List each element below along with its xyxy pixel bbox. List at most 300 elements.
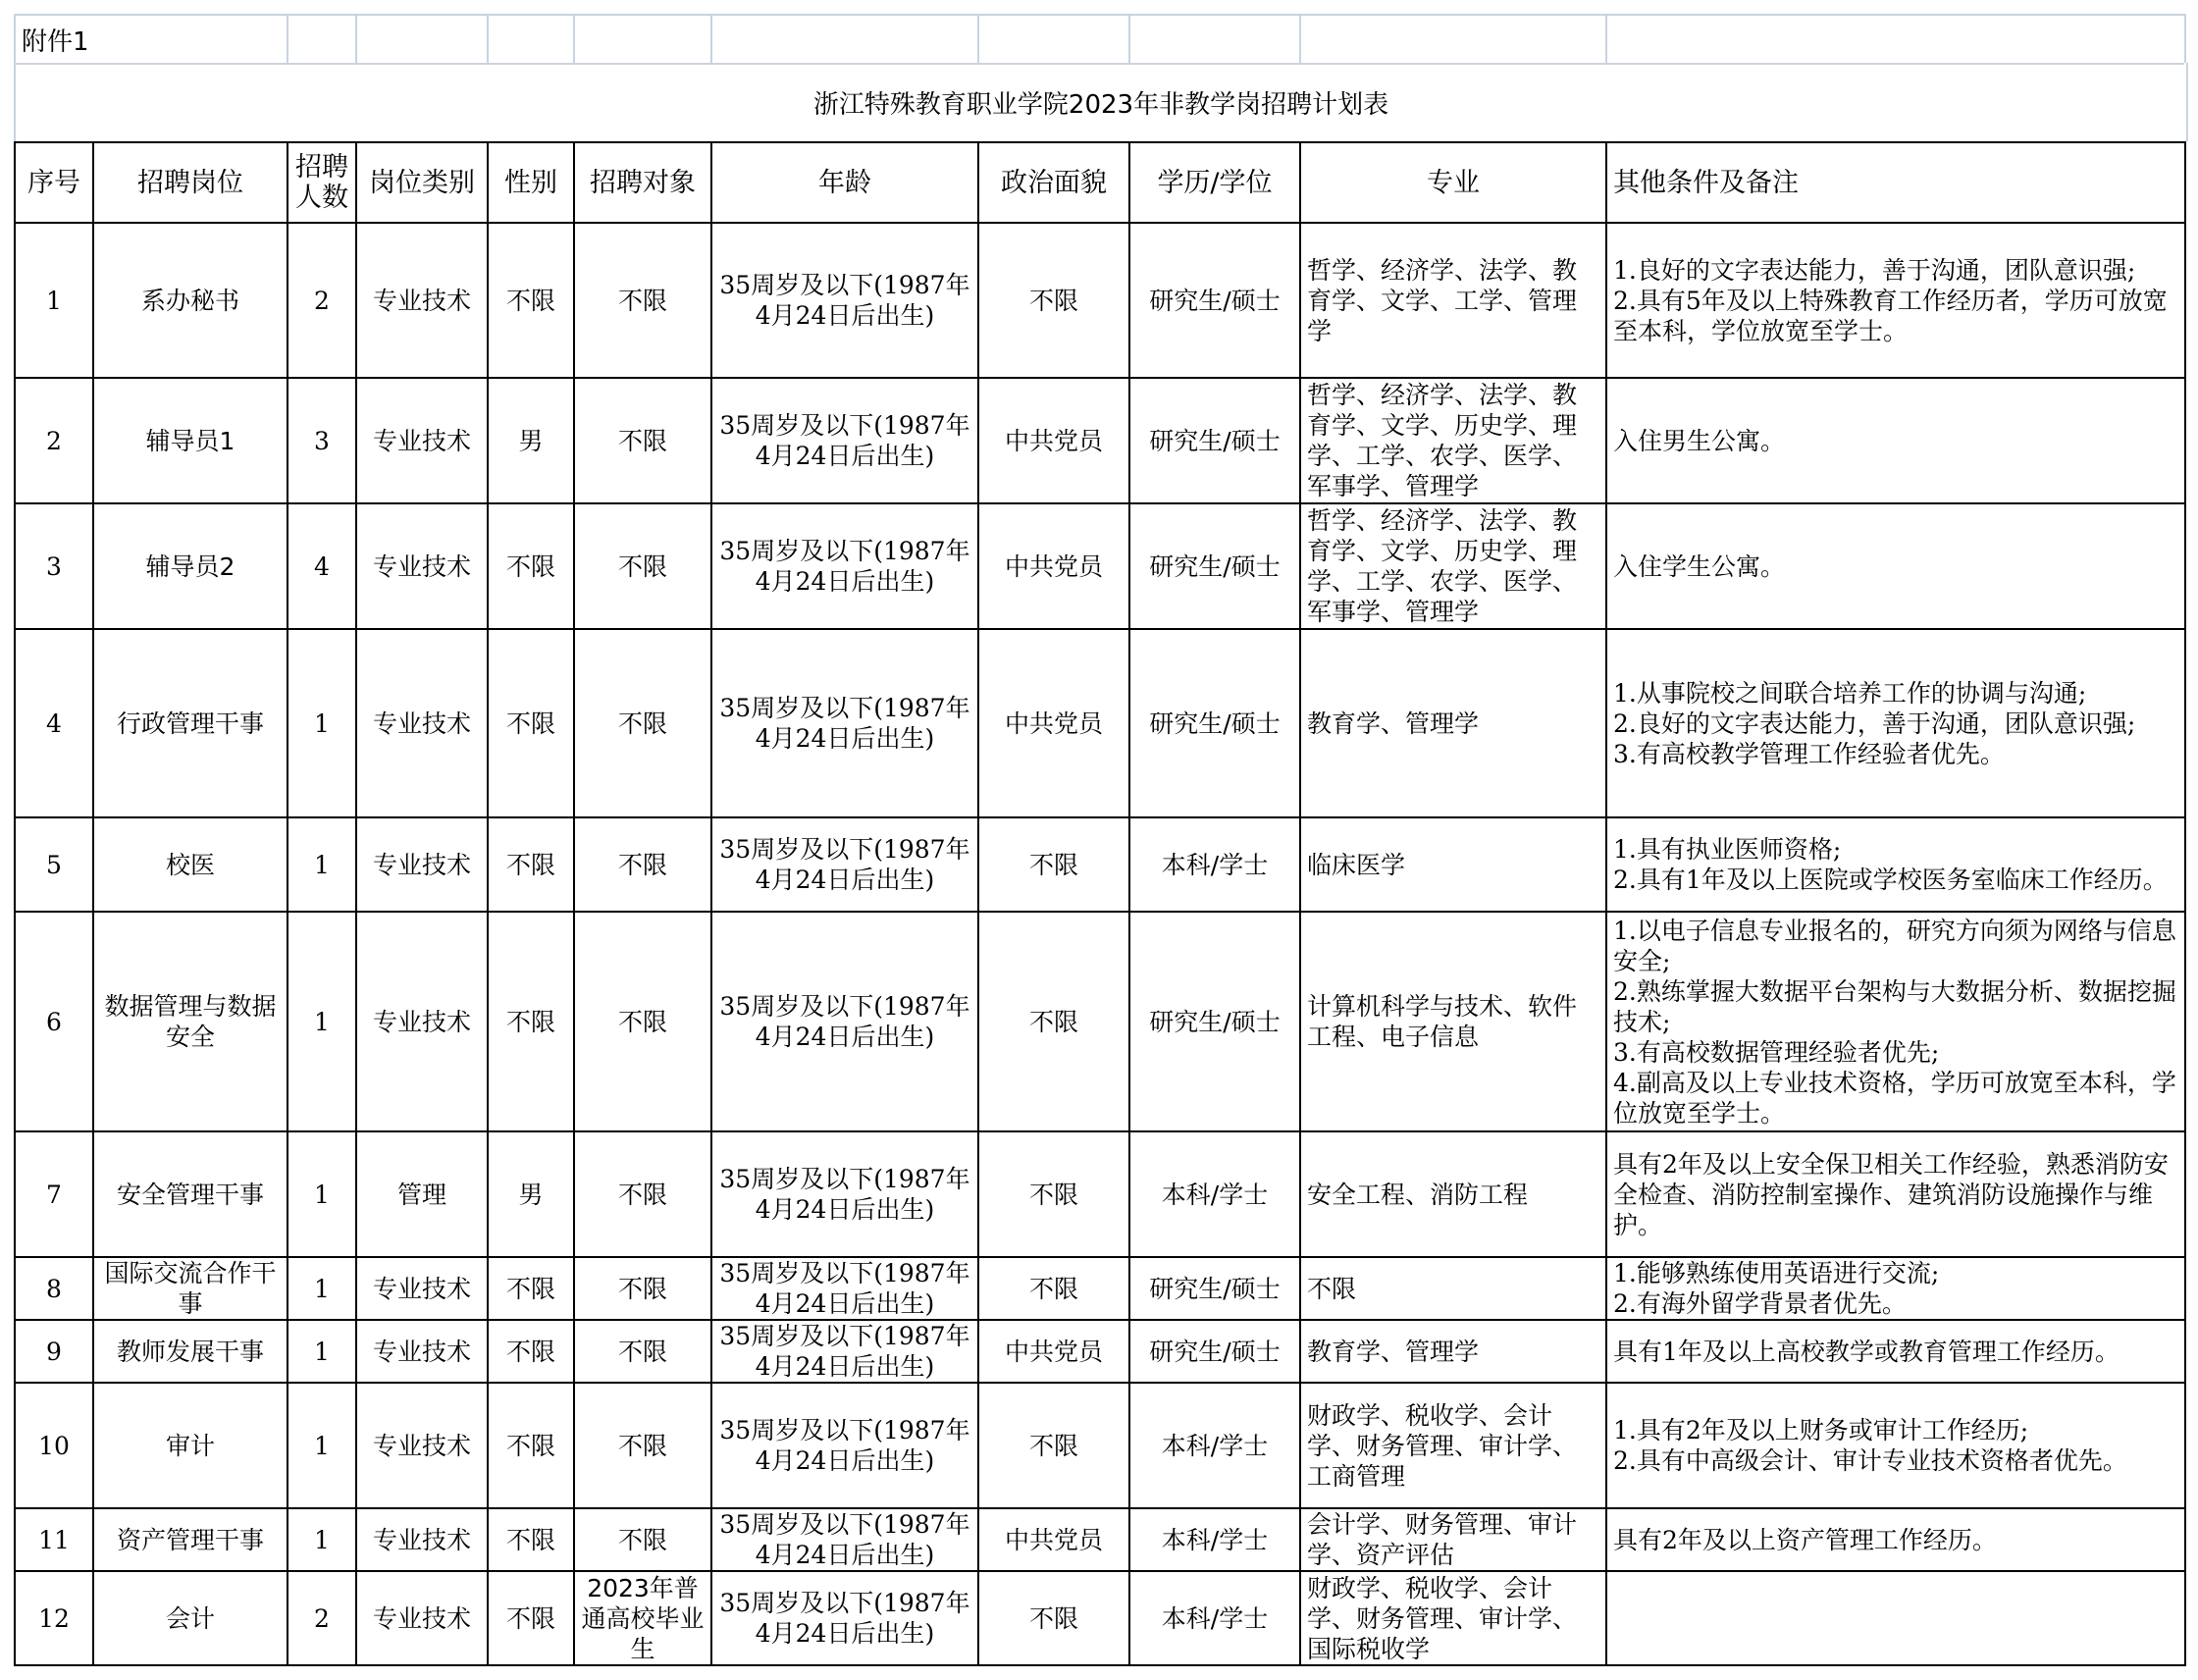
cell-no-text: 9 xyxy=(46,1337,62,1366)
cell-degree xyxy=(1129,378,1300,503)
cell-no xyxy=(15,1320,93,1383)
cell-age-text: 35周岁及以下(1987年4月24日后出生) xyxy=(719,537,970,596)
cell-position-text: 安全管理干事 xyxy=(116,1180,264,1209)
cell-notes xyxy=(1606,1320,2185,1383)
cell-degree xyxy=(1129,1257,1300,1320)
cell-category xyxy=(356,1131,488,1257)
cell-no-text: 7 xyxy=(46,1180,62,1209)
cell-category-text: 专业技术 xyxy=(372,1007,471,1036)
cell-count-text: 1 xyxy=(314,709,330,738)
cell-category xyxy=(356,629,488,817)
cell-no xyxy=(15,1571,93,1665)
cell-position-text: 教师发展干事 xyxy=(116,1337,264,1366)
cell-notes xyxy=(1606,1257,2185,1320)
cell-degree xyxy=(1129,1508,1300,1571)
cell-age-text: 35周岁及以下(1987年4月24日后出生) xyxy=(719,694,970,753)
cell-major xyxy=(1300,1383,1606,1508)
cell-notes xyxy=(1606,1571,2185,1665)
cell-gender-text: 不限 xyxy=(505,1525,555,1554)
cell-gender-text: 不限 xyxy=(505,850,555,879)
cell-count xyxy=(288,912,356,1131)
cell-age xyxy=(711,1320,978,1383)
cell-major-text: 计算机科学与技术、软件工程、电子信息 xyxy=(1307,992,1578,1051)
cell-category xyxy=(356,1257,488,1320)
cell-political xyxy=(978,629,1129,817)
cell-category xyxy=(356,1508,488,1571)
cell-count-text: 2 xyxy=(314,1603,330,1633)
cell-position xyxy=(93,503,288,629)
cell-category xyxy=(356,223,488,378)
cell-position-text: 会计 xyxy=(165,1603,215,1633)
cell-age xyxy=(711,1383,978,1508)
cell-political xyxy=(978,1257,1129,1320)
cell-degree-text: 本科/学士 xyxy=(1161,1603,1269,1633)
cell-major-text: 财政学、税收学、会计学、财务管理、审计学、工商管理 xyxy=(1307,1400,1578,1491)
cell-count-text: 1 xyxy=(314,1337,330,1366)
header-target: 招聘对象 xyxy=(574,142,711,223)
cell-age-text: 35周岁及以下(1987年4月24日后出生) xyxy=(719,835,970,894)
cell-no-text: 11 xyxy=(38,1525,70,1554)
header-degree: 学历/学位 xyxy=(1129,142,1300,223)
cell-notes xyxy=(1606,1383,2185,1508)
cell-target xyxy=(574,223,711,378)
cell-age xyxy=(711,223,978,378)
cell-degree-text: 研究生/硕士 xyxy=(1149,1337,1281,1366)
cell-gender-text: 不限 xyxy=(505,1007,555,1036)
cell-political xyxy=(978,817,1129,912)
header-notes: 其他条件及备注 xyxy=(1606,142,2185,223)
header-row xyxy=(15,142,2185,223)
cell-category-text: 专业技术 xyxy=(372,551,471,581)
cell-degree-text: 本科/学士 xyxy=(1161,1180,1269,1209)
cell-gender xyxy=(488,1320,574,1383)
cell-political-text: 中共党员 xyxy=(1004,426,1103,455)
table-row xyxy=(15,629,2185,817)
cell-no xyxy=(15,378,93,503)
cell-position xyxy=(93,1320,288,1383)
cell-political-text: 不限 xyxy=(1028,1431,1078,1460)
cell-notes-text: 1.从事院校之间联合培养工作的协调与沟通; 2.良好的文字表达能力，善于沟通，团队意识强; 3.有高校教学管理工作经验者优先。 xyxy=(1613,678,2136,768)
cell-target xyxy=(574,1320,711,1383)
cell-target-text: 不限 xyxy=(617,1525,667,1554)
grid-line xyxy=(1299,14,1301,63)
cell-major-text: 哲学、经济学、法学、教育学、文学、历史学、理学、工学、农学、医学、军事学、管理学 xyxy=(1307,381,1578,500)
cell-count xyxy=(288,503,356,629)
cell-gender xyxy=(488,817,574,912)
cell-target xyxy=(574,1508,711,1571)
cell-no-text: 4 xyxy=(46,709,62,738)
cell-count-text: 3 xyxy=(314,426,330,455)
cell-gender xyxy=(488,503,574,629)
cell-target xyxy=(574,629,711,817)
cell-no-text: 12 xyxy=(38,1603,70,1633)
cell-position-text: 校医 xyxy=(165,850,215,879)
cell-position xyxy=(93,1571,288,1665)
cell-notes-text: 具有2年及以上资产管理工作经历。 xyxy=(1613,1525,1997,1554)
cell-notes-text: 1.以电子信息专业报名的，研究方向须为网络与信息安全; 2.熟练掌握大数据平台架构与大数据分析、数据挖掘技术; 3.有高校数据管理经验者优先; 4.副高及以上专业技术资格，学历可放宽至本科，学位放宽至学士。 xyxy=(1613,916,2176,1128)
cell-gender xyxy=(488,378,574,503)
cell-target xyxy=(574,378,711,503)
cell-no-text: 1 xyxy=(46,286,62,315)
cell-notes-text: 入住学生公寓。 xyxy=(1613,551,1786,581)
cell-major xyxy=(1300,223,1606,378)
cell-political-text: 不限 xyxy=(1028,1603,1078,1633)
cell-major xyxy=(1300,817,1606,912)
cell-category-text: 管理 xyxy=(396,1180,446,1209)
cell-count-text: 1 xyxy=(314,1431,330,1460)
cell-gender xyxy=(488,1571,574,1665)
cell-position xyxy=(93,629,288,817)
cell-no xyxy=(15,912,93,1131)
cell-gender-text: 不限 xyxy=(505,286,555,315)
cell-notes-text: 1.具有执业医师资格; 2.具有1年及以上医院或学校医务室临床工作经历。 xyxy=(1613,835,2168,894)
grid-line xyxy=(355,14,357,63)
header-political: 政治面貌 xyxy=(978,142,1129,223)
cell-category-text: 专业技术 xyxy=(372,1603,471,1633)
header-category: 岗位类别 xyxy=(356,142,488,223)
grid-line xyxy=(1605,14,1607,63)
cell-target xyxy=(574,1257,711,1320)
cell-degree-text: 本科/学士 xyxy=(1161,1431,1269,1460)
cell-notes-text: 入住男生公寓。 xyxy=(1613,426,1786,455)
cell-political xyxy=(978,912,1129,1131)
cell-target-text: 不限 xyxy=(617,1274,667,1303)
cell-category xyxy=(356,1383,488,1508)
cell-notes xyxy=(1606,817,2185,912)
cell-count xyxy=(288,1508,356,1571)
cell-target-text: 不限 xyxy=(617,426,667,455)
cell-age-text: 35周岁及以下(1987年4月24日后出生) xyxy=(719,1416,970,1475)
grid-line xyxy=(14,14,2184,16)
cell-degree xyxy=(1129,1131,1300,1257)
cell-no xyxy=(15,1383,93,1508)
cell-gender-text: 不限 xyxy=(505,1603,555,1633)
header-count: 招聘人数 xyxy=(288,142,356,223)
cell-age xyxy=(711,503,978,629)
cell-category-text: 专业技术 xyxy=(372,286,471,315)
cell-major xyxy=(1300,629,1606,817)
table-row xyxy=(15,378,2185,503)
cell-position-text: 行政管理干事 xyxy=(116,709,264,738)
cell-position xyxy=(93,817,288,912)
table-title: 浙江特殊教育职业学院2023年非教学岗招聘计划表 xyxy=(14,63,2188,141)
cell-age-text: 35周岁及以下(1987年4月24日后出生) xyxy=(719,271,970,330)
cell-degree xyxy=(1129,817,1300,912)
cell-category-text: 专业技术 xyxy=(372,1525,471,1554)
cell-no xyxy=(15,503,93,629)
cell-major-text: 财政学、税收学、会计学、财务管理、审计学、国际税收学 xyxy=(1307,1573,1578,1663)
cell-category-text: 专业技术 xyxy=(372,709,471,738)
cell-position-text: 数据管理与数据安全 xyxy=(104,992,277,1051)
cell-position xyxy=(93,1131,288,1257)
cell-target-text: 不限 xyxy=(617,551,667,581)
cell-degree-text: 研究生/硕士 xyxy=(1149,426,1281,455)
cell-major-text: 教育学、管理学 xyxy=(1307,1337,1480,1366)
cell-gender xyxy=(488,223,574,378)
cell-count xyxy=(288,378,356,503)
cell-target-text: 不限 xyxy=(617,850,667,879)
cell-age xyxy=(711,1508,978,1571)
cell-age xyxy=(711,1257,978,1320)
cell-no-text: 10 xyxy=(38,1431,70,1460)
cell-count xyxy=(288,1383,356,1508)
cell-age-text: 35周岁及以下(1987年4月24日后出生) xyxy=(719,411,970,470)
header-position: 招聘岗位 xyxy=(93,142,288,223)
cell-category xyxy=(356,912,488,1131)
grid-line xyxy=(573,14,575,63)
cell-count xyxy=(288,817,356,912)
attachment-label: 附件1 xyxy=(22,27,89,57)
cell-major-text: 安全工程、消防工程 xyxy=(1307,1180,1529,1209)
cell-target-text: 不限 xyxy=(617,1431,667,1460)
cell-position-text: 辅导员2 xyxy=(145,551,236,581)
cell-major xyxy=(1300,1320,1606,1383)
table-row xyxy=(15,912,2185,1131)
cell-gender-text: 不限 xyxy=(505,1337,555,1366)
cell-no xyxy=(15,223,93,378)
cell-gender-text: 不限 xyxy=(505,709,555,738)
cell-gender xyxy=(488,1508,574,1571)
cell-major-text: 会计学、财务管理、审计学、资产评估 xyxy=(1307,1510,1578,1569)
grid-line xyxy=(710,14,712,63)
cell-age-text: 35周岁及以下(1987年4月24日后出生) xyxy=(719,1510,970,1569)
cell-target-text: 不限 xyxy=(617,1007,667,1036)
cell-age-text: 35周岁及以下(1987年4月24日后出生) xyxy=(719,1322,970,1381)
cell-category xyxy=(356,1571,488,1665)
cell-degree-text: 研究生/硕士 xyxy=(1149,551,1281,581)
cell-political xyxy=(978,1571,1129,1665)
cell-gender xyxy=(488,629,574,817)
cell-notes xyxy=(1606,629,2185,817)
cell-position xyxy=(93,1508,288,1571)
cell-major xyxy=(1300,378,1606,503)
cell-major xyxy=(1300,1131,1606,1257)
cell-age xyxy=(711,1131,978,1257)
cell-notes xyxy=(1606,378,2185,503)
cell-target xyxy=(574,1571,711,1665)
cell-target xyxy=(574,817,711,912)
cell-position xyxy=(93,378,288,503)
cell-gender-text: 不限 xyxy=(505,1274,555,1303)
cell-age-text: 35周岁及以下(1987年4月24日后出生) xyxy=(719,1259,970,1318)
cell-degree xyxy=(1129,223,1300,378)
cell-degree-text: 研究生/硕士 xyxy=(1149,1007,1281,1036)
cell-category-text: 专业技术 xyxy=(372,1431,471,1460)
cell-age xyxy=(711,1571,978,1665)
cell-target xyxy=(574,1131,711,1257)
cell-category xyxy=(356,817,488,912)
cell-age xyxy=(711,912,978,1131)
cell-age-text: 35周岁及以下(1987年4月24日后出生) xyxy=(719,1589,970,1648)
table-row xyxy=(15,503,2185,629)
table-row xyxy=(15,817,2185,912)
header-gender: 性别 xyxy=(488,142,574,223)
cell-no xyxy=(15,1131,93,1257)
cell-target xyxy=(574,503,711,629)
cell-no-text: 6 xyxy=(46,1007,62,1036)
cell-political-text: 中共党员 xyxy=(1004,551,1103,581)
table-row xyxy=(15,1257,2185,1320)
cell-political-text: 不限 xyxy=(1028,286,1078,315)
cell-position-text: 审计 xyxy=(165,1431,215,1460)
cell-age xyxy=(711,378,978,503)
cell-gender xyxy=(488,1131,574,1257)
table-row xyxy=(15,223,2185,378)
grid-line xyxy=(1128,14,1130,63)
cell-degree-text: 研究生/硕士 xyxy=(1149,286,1281,315)
cell-gender-text: 不限 xyxy=(505,1431,555,1460)
table-row xyxy=(15,1320,2185,1383)
cell-count-text: 1 xyxy=(314,1274,330,1303)
cell-no xyxy=(15,629,93,817)
cell-target-text: 不限 xyxy=(617,1180,667,1209)
cell-gender-text: 不限 xyxy=(505,551,555,581)
cell-major xyxy=(1300,503,1606,629)
cell-major-text: 教育学、管理学 xyxy=(1307,709,1480,738)
cell-category-text: 专业技术 xyxy=(372,426,471,455)
cell-degree-text: 研究生/硕士 xyxy=(1149,1274,1281,1303)
cell-gender xyxy=(488,912,574,1131)
cell-count-text: 1 xyxy=(314,850,330,879)
cell-target-text: 不限 xyxy=(617,709,667,738)
cell-count-text: 4 xyxy=(314,551,330,581)
cell-category xyxy=(356,503,488,629)
cell-category-text: 专业技术 xyxy=(372,850,471,879)
grid-line xyxy=(977,14,979,63)
table-row xyxy=(15,1131,2185,1257)
cell-political xyxy=(978,1131,1129,1257)
cell-notes xyxy=(1606,1508,2185,1571)
cell-degree xyxy=(1129,912,1300,1131)
cell-political-text: 不限 xyxy=(1028,1180,1078,1209)
table-row xyxy=(15,1508,2185,1571)
cell-count xyxy=(288,1320,356,1383)
cell-age-text: 35周岁及以下(1987年4月24日后出生) xyxy=(719,992,970,1051)
cell-category-text: 专业技术 xyxy=(372,1274,471,1303)
cell-no xyxy=(15,1257,93,1320)
grid-line xyxy=(287,14,288,63)
cell-count xyxy=(288,629,356,817)
cell-degree-text: 研究生/硕士 xyxy=(1149,709,1281,738)
recruitment-plan-table xyxy=(14,141,2186,1666)
header-major: 专业 xyxy=(1300,142,1606,223)
table-row xyxy=(15,1383,2185,1508)
cell-gender xyxy=(488,1257,574,1320)
cell-political-text: 不限 xyxy=(1028,850,1078,879)
cell-political-text: 中共党员 xyxy=(1004,1337,1103,1366)
cell-position xyxy=(93,1383,288,1508)
cell-degree xyxy=(1129,1320,1300,1383)
cell-major-text: 哲学、经济学、法学、教育学、文学、历史学、理学、工学、农学、医学、军事学、管理学 xyxy=(1307,506,1578,626)
cell-political xyxy=(978,1508,1129,1571)
cell-age xyxy=(711,629,978,817)
cell-major xyxy=(1300,912,1606,1131)
cell-no-text: 8 xyxy=(46,1274,62,1303)
cell-gender-text: 男 xyxy=(518,1180,544,1209)
cell-notes xyxy=(1606,912,2185,1131)
cell-count-text: 2 xyxy=(314,286,330,315)
cell-major xyxy=(1300,1257,1606,1320)
cell-major xyxy=(1300,1571,1606,1665)
cell-major-text: 临床医学 xyxy=(1307,850,1406,879)
cell-political-text: 不限 xyxy=(1028,1274,1078,1303)
cell-notes-text: 1.能够熟练使用英语进行交流; 2.有海外留学背景者优先。 xyxy=(1613,1259,1940,1318)
cell-notes xyxy=(1606,223,2185,378)
cell-position-text: 国际交流合作干事 xyxy=(104,1259,277,1318)
cell-no-text: 3 xyxy=(46,551,62,581)
cell-political xyxy=(978,223,1129,378)
cell-position xyxy=(93,223,288,378)
cell-major-text: 哲学、经济学、法学、教育学、文学、工学、管理学 xyxy=(1307,255,1578,345)
cell-no-text: 2 xyxy=(46,426,62,455)
cell-age xyxy=(711,817,978,912)
cell-notes-text: 具有2年及以上安全保卫相关工作经验，熟悉消防安全检查、消防控制室操作、建筑消防设施操作与维护。 xyxy=(1613,1149,2169,1239)
cell-degree xyxy=(1129,1571,1300,1665)
cell-count xyxy=(288,1131,356,1257)
cell-count xyxy=(288,1257,356,1320)
cell-degree-text: 本科/学士 xyxy=(1161,850,1269,879)
cell-target xyxy=(574,912,711,1131)
cell-position-text: 系办秘书 xyxy=(140,286,239,315)
cell-political xyxy=(978,378,1129,503)
cell-count-text: 1 xyxy=(314,1007,330,1036)
cell-count-text: 1 xyxy=(314,1525,330,1554)
cell-count xyxy=(288,223,356,378)
cell-major-text: 不限 xyxy=(1307,1274,1357,1303)
cell-gender xyxy=(488,1383,574,1508)
cell-political-text: 中共党员 xyxy=(1004,1525,1103,1554)
cell-political-text: 中共党员 xyxy=(1004,709,1103,738)
cell-notes xyxy=(1606,503,2185,629)
cell-position xyxy=(93,912,288,1131)
cell-degree xyxy=(1129,503,1300,629)
cell-no xyxy=(15,817,93,912)
cell-degree xyxy=(1129,1383,1300,1508)
cell-target xyxy=(574,1383,711,1508)
grid-line xyxy=(487,14,489,63)
cell-category xyxy=(356,378,488,503)
cell-political xyxy=(978,1320,1129,1383)
cell-political xyxy=(978,1383,1129,1508)
cell-no xyxy=(15,1508,93,1571)
header-no: 序号 xyxy=(15,142,93,223)
table-row xyxy=(15,1571,2185,1665)
cell-no-text: 5 xyxy=(46,850,62,879)
cell-degree-text: 本科/学士 xyxy=(1161,1525,1269,1554)
cell-major xyxy=(1300,1508,1606,1571)
cell-target-text: 不限 xyxy=(617,1337,667,1366)
cell-category-text: 专业技术 xyxy=(372,1337,471,1366)
header-age: 年龄 xyxy=(711,142,978,223)
cell-position-text: 资产管理干事 xyxy=(116,1525,264,1554)
cell-target-text: 不限 xyxy=(617,286,667,315)
cell-notes-text: 1.良好的文字表达能力，善于沟通，团队意识强; 2.具有5年及以上特殊教育工作经历者，学历可放宽至本科，学位放宽至学士。 xyxy=(1613,255,2168,345)
cell-target-text: 2023年普通高校毕业生 xyxy=(581,1573,705,1663)
grid-line xyxy=(2184,14,2186,63)
cell-gender-text: 男 xyxy=(518,426,544,455)
cell-political xyxy=(978,503,1129,629)
grid-line xyxy=(14,14,16,63)
cell-category xyxy=(356,1320,488,1383)
cell-degree xyxy=(1129,629,1300,817)
cell-age-text: 35周岁及以下(1987年4月24日后出生) xyxy=(719,1165,970,1224)
cell-political-text: 不限 xyxy=(1028,1007,1078,1036)
cell-position xyxy=(93,1257,288,1320)
cell-count-text: 1 xyxy=(314,1180,330,1209)
cell-notes xyxy=(1606,1131,2185,1257)
cell-count xyxy=(288,1571,356,1665)
cell-notes-text: 具有1年及以上高校教学或教育管理工作经历。 xyxy=(1613,1337,2120,1366)
